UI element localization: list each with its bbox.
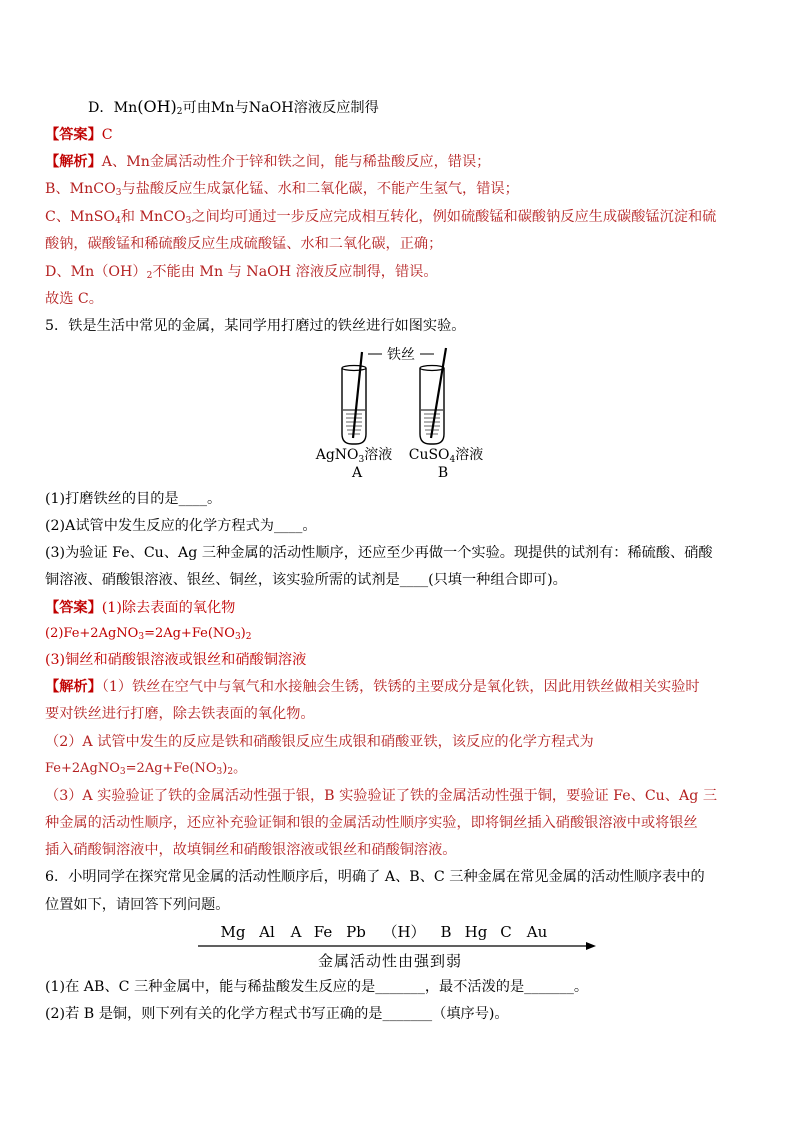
analysis-c-line2: 酸钠，碳酸锰和稀硫酸反应生成硫酸锰、水和二氧化碳，正确； <box>45 236 443 252</box>
answer-3-q5: (3)铜丝和硝酸银溶液或银丝和硝酸铜溶液 <box>45 652 307 668</box>
q6-stem-line2: 位置如下，请回答下列问题。 <box>45 897 230 913</box>
q6-stem-line1: 6．小明同学在探究常见金属的活动性顺序后，明确了 A、B、C 三种金属在常见金属的活动性顺序表中的 <box>45 869 705 885</box>
tube-b-label: CuSO$_4$溶液 <box>408 447 484 465</box>
tube-a-letter: A <box>351 465 363 480</box>
analysis-q5-3b: 种金属的活动性顺序，还应补充验证铜和银的金属活动性顺序实验，即将铜丝插入硝酸银溶液中或将银丝 <box>45 815 698 831</box>
metal-7: Hg <box>464 923 488 941</box>
q6-sub2: (2)若 B 是铜，则下列有关的化学方程式书写正确的是_______（填序号)。 <box>45 1006 509 1022</box>
metal-5: （H） <box>382 923 426 941</box>
metal-3: Fe <box>313 923 333 941</box>
q6-sub1: (1)在 AB、C 三种金属中，能与稀盐酸发生反应的是_______，最不活泼的是_______。 <box>45 979 589 995</box>
q5-sub3-line2: 铜溶液、硝酸银溶液、银丝、铜丝，该实验所需的试剂是____(只填一种组合即可)。 <box>45 572 567 588</box>
analysis-c-line1: C、MnSO$_4$和 MnCO$_3$之间均可通过一步反应完成相互转化，例如硫酸锰和碳酸钠反应生成碳酸锰沉淀和硫 <box>45 209 717 226</box>
metal-0: Mg <box>220 923 246 941</box>
metal-1: Al <box>259 923 275 941</box>
q5-sub3-line1: (3)为验证 Fe、Cu、Ag 三种金属的活动性顺序，还应至少再做一个实验。现提供的试剂有：稀硫酸、硝酸 <box>45 545 713 561</box>
analysis-d: D、$Mn(OH)_2$不能由 Mn 与 NaOH 溶液反应制得，错误。 <box>45 264 438 281</box>
metal-4: Pb <box>346 923 366 941</box>
answer-line-q5: 【答案】(1)除去表面的氧化物 <box>45 600 236 616</box>
test-tube-a <box>342 352 366 444</box>
series-caption: 金属活动性由强到弱 <box>317 952 463 970</box>
answer-line-q4: 【答案】C <box>45 127 113 143</box>
metal-2: A <box>290 923 302 941</box>
series-arrow-head <box>586 942 596 950</box>
test-tube-b <box>420 348 446 444</box>
analysis-q5-1a: 【解析】（1）铁丝在空气中与氧气和水接触会生锈，铁锈的主要成分是氧化铁，因此用铁丝做相关实验时 <box>45 679 700 695</box>
answer-2-q5: $(2)Fe+2AgNO_3=2Ag+Fe(NO_3)_2$ <box>45 626 252 642</box>
q5-sub2: (2)A试管中发生反应的化学方程式为____。 <box>45 518 317 534</box>
tube-b-letter: B <box>437 465 449 480</box>
analysis-q5-3a: （3）A 实验验证了铁的金属活动性强于银，B 实验验证了铁的金属活动性强于铜，要验证 Fe、Cu、Ag 三 <box>45 788 718 804</box>
analysis-a: 【解析】A、Mn金属活动性介于锌和铁之间，能与稀盐酸反应，错误； <box>45 154 491 170</box>
metal-6: B <box>440 923 452 941</box>
analysis-q5-1b: 要对铁丝进行打磨，除去铁表面的氧化物。 <box>45 706 315 722</box>
q5-sub1: (1)打磨铁丝的目的是____。 <box>45 491 222 507</box>
activity-series-figure <box>190 920 610 970</box>
conclusion-q4: 故选 C。 <box>45 291 103 307</box>
analysis-q5-3c: 插入硝酸铜溶液中，故填铜丝和硝酸银溶液或银丝和硝酸铜溶液。 <box>45 842 457 858</box>
iron-wire-a <box>353 352 362 438</box>
analysis-q5-2a: （2）A 试管中发生的反应是铁和硝酸银反应生成银和硝酸亚铁，该反应的化学方程式为 <box>45 734 594 750</box>
tube-a-label: AgNO$_3$溶液 <box>315 447 393 465</box>
wire-label: 铁丝 <box>387 347 415 363</box>
analysis-q5-2b: $Fe+2AgNO_3=2Ag+Fe(NO_3)_2$。 <box>45 761 247 777</box>
option-d: D．$Mn(OH)_2$可由Mn与NaOH溶液反应制得 <box>88 97 379 117</box>
metal-9: Au <box>526 923 548 941</box>
q5-stem: 5．铁是生活中常见的金属，某同学用打磨过的铁丝进行如图实验。 <box>45 318 466 334</box>
analysis-b: B、MnCO$_3$与盐酸反应生成氯化锰、水和二氧化碳，不能产生氢气，错误； <box>45 181 519 198</box>
test-tube-figure <box>300 340 500 480</box>
metal-8: C <box>500 923 512 941</box>
